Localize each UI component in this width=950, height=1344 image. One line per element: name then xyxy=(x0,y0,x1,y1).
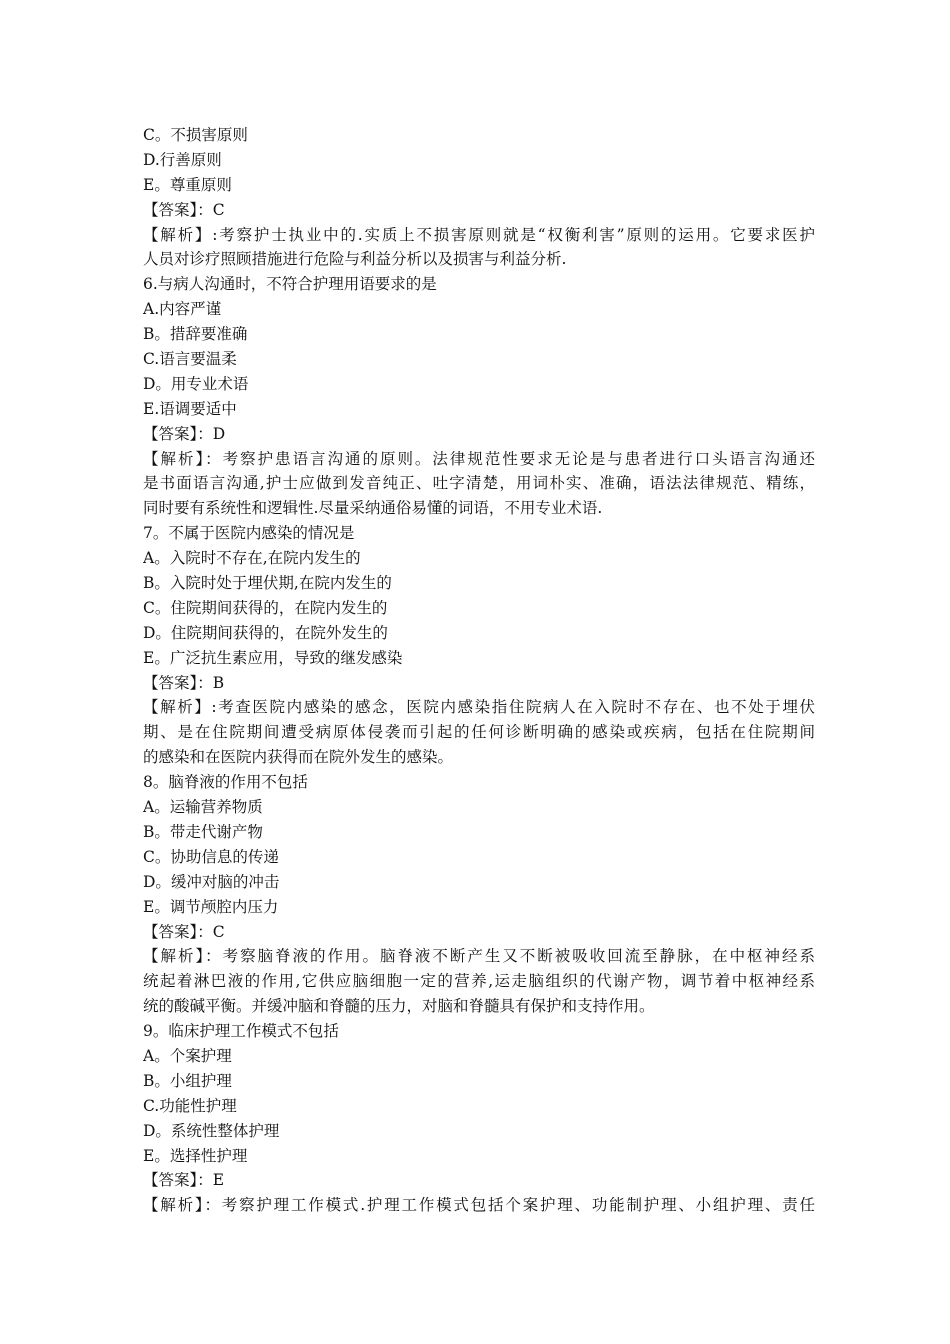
explanation-line: 的感染和在医院内获得而在院外发生的感染。 xyxy=(143,748,454,767)
option-c-line: C。住院期间获得的，在院内发生的 xyxy=(143,598,388,617)
option-a-line: A.内容严谨 xyxy=(143,300,222,319)
explanation-line xyxy=(143,944,815,969)
option-e-line: E。选择性护理 xyxy=(143,1146,248,1165)
answer-line: 【答案】：E xyxy=(143,1171,225,1190)
explanation-text: 【解析】：考察脑脊液的作用。脑脊液不断产生又不断被吸收回流至静脉，在中枢神经系 xyxy=(143,947,815,966)
option-b-line: B。入院时处于埋伏期,在院内发生的 xyxy=(143,574,392,593)
option-b-line: B。小组护理 xyxy=(143,1071,232,1090)
option-d-line: D.行善原则 xyxy=(143,150,222,169)
answer-line: 【答案】：D xyxy=(143,424,226,443)
explanation-line: 同时要有系统性和逻辑性.尽量采纳通俗易懂的词语，不用专业术语. xyxy=(143,499,603,518)
option-a-line: A。运输营养物质 xyxy=(143,798,263,817)
option-d-line: D。系统性整体护理 xyxy=(143,1121,280,1140)
explanation-line xyxy=(143,720,815,745)
document-body xyxy=(143,123,815,1218)
explanation-line xyxy=(143,695,815,720)
answer-line: 【答案】：C xyxy=(143,922,225,941)
explanation-text: 【解析】:考察护士执业中的.实质上不损害原则就是“权衡利害”原则的运用。它要求医护 xyxy=(143,225,815,244)
option-c-line: C。协助信息的传递 xyxy=(143,847,279,866)
option-a-line: A。个案护理 xyxy=(143,1046,232,1065)
explanation-text: 是书面语言沟通,护士应做到发音纯正、吐字清楚，用词朴实、准确，语法法律规范、精练， xyxy=(143,474,815,493)
option-d-line: D。缓冲对脑的冲击 xyxy=(143,872,280,891)
question-7-title: 7。不属于医院内感染的情况是 xyxy=(143,524,355,543)
option-e-line: E.语调要适中 xyxy=(143,399,237,418)
option-e-line: E。调节颅腔内压力 xyxy=(143,897,279,916)
explanation-line xyxy=(143,1193,815,1218)
option-d-line: D。用专业术语 xyxy=(143,374,249,393)
explanation-text: 【解析】：考察护理工作模式.护理工作模式包括个案护理、功能制护理、小组护理、责任 xyxy=(143,1196,815,1215)
option-d-line: D。住院期间获得的，在院外发生的 xyxy=(143,623,388,642)
explanation-line xyxy=(143,471,815,496)
option-c-line: C.语言要温柔 xyxy=(143,350,237,369)
option-c-line: C。不损害原则 xyxy=(143,126,248,144)
option-e-line: E。尊重原则 xyxy=(143,175,232,194)
explanation-line xyxy=(143,223,815,248)
explanation-line: 人员对诊疗照顾措施进行危险与利益分析以及损害与利益分析. xyxy=(143,250,567,269)
explanation-text: 期、是在住院期间遭受病原体侵袭而引起的任何诊断明确的感染或疾病，包括在住院期间 xyxy=(143,723,815,742)
explanation-line xyxy=(143,969,815,994)
option-e-line: E。广泛抗生素应用，导致的继发感染 xyxy=(143,648,403,667)
answer-line: 【答案】：B xyxy=(143,673,225,692)
option-b-line: B。带走代谢产物 xyxy=(143,822,263,841)
option-c-line: C.功能性护理 xyxy=(143,1096,237,1115)
explanation-line xyxy=(143,447,815,472)
explanation-text: 统起着淋巴液的作用,它供应脑细胞一定的营养,运走脑组织的代谢产物，调节着中枢神经系 xyxy=(143,972,815,991)
explanation-text: 【解析】:考查医院内感染的感念，医院内感染指住院病人在入院时不存在、也不处于埋伏 xyxy=(143,698,815,717)
explanation-line: 统的酸碱平衡。并缓冲脑和脊髓的压力，对脑和脊髓具有保护和支持作用。 xyxy=(143,997,655,1016)
answer-line: 【答案】：C xyxy=(143,200,225,219)
option-b-line: B。措辞要准确 xyxy=(143,325,248,344)
question-9-title: 9。临床护理工作模式不包括 xyxy=(143,1022,339,1041)
question-8-title: 8。脑脊液的作用不包括 xyxy=(143,773,308,792)
option-a-line: A。入院时不存在,在院内发生的 xyxy=(143,549,361,568)
question-6-title: 6.与病人沟通时，不符合护理用语要求的是 xyxy=(143,275,437,294)
explanation-text: 【解析】：考察护患语言沟通的原则。法律规范性要求无论是与患者进行口头语言沟通还 xyxy=(143,449,815,468)
